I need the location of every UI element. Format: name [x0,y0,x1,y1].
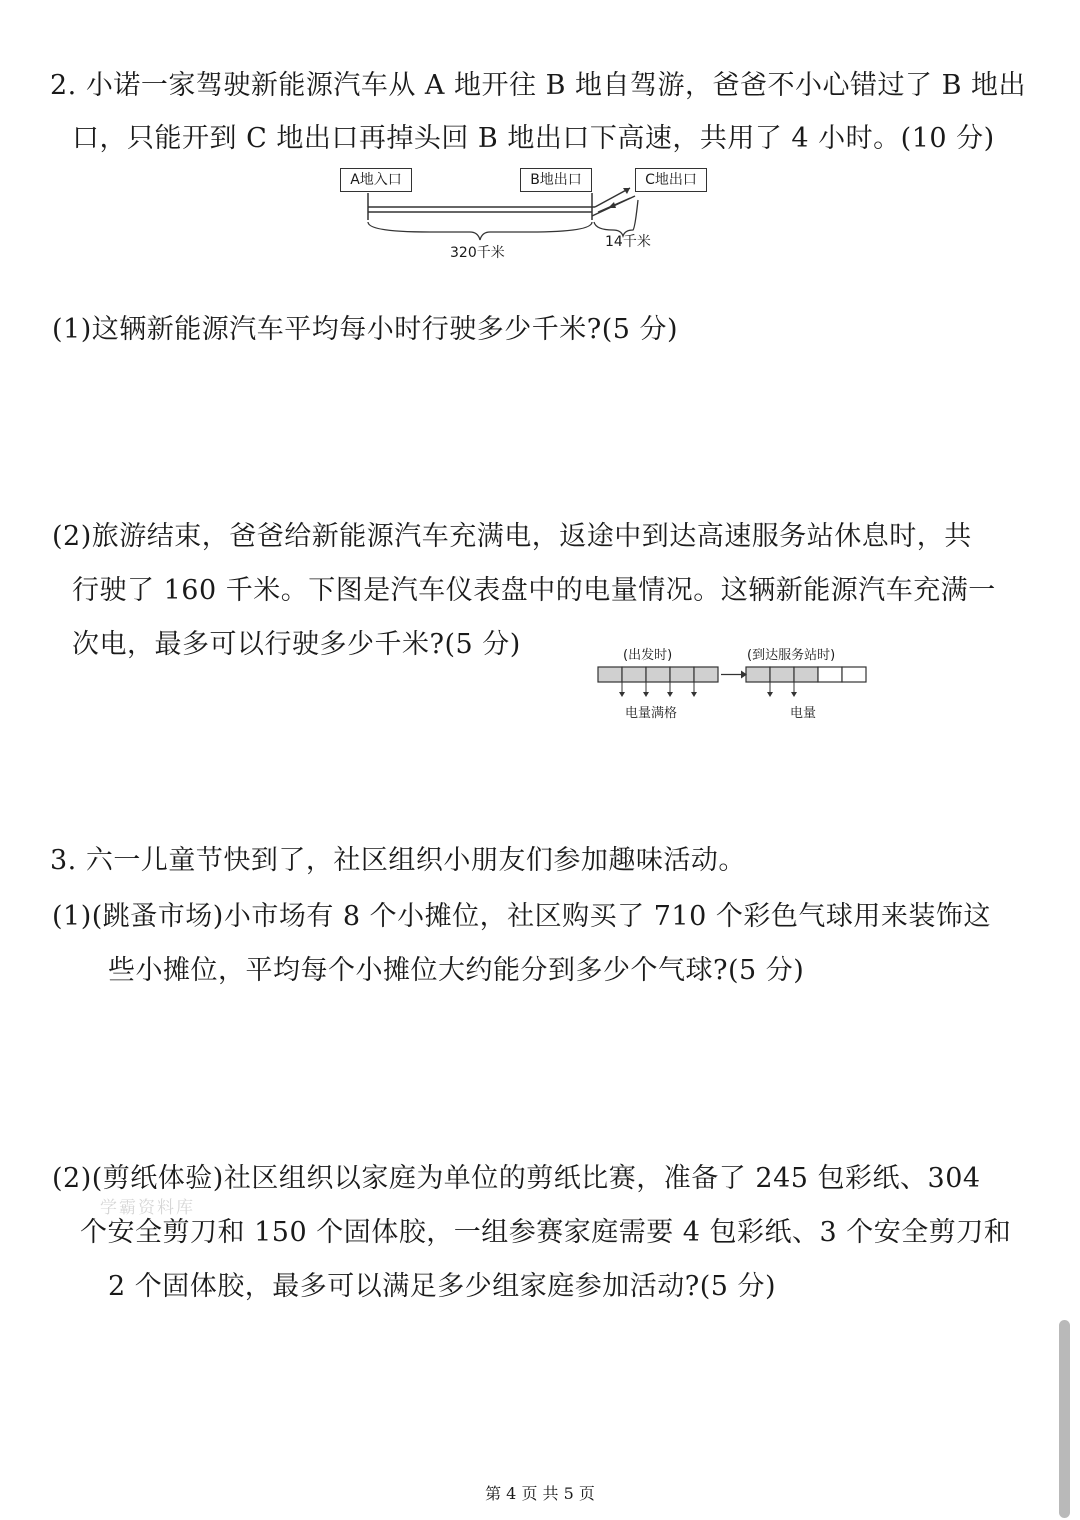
label-b-exit: B地出口 [520,168,592,192]
battery-end-tick-head [767,692,773,697]
battery-start-cell [622,667,646,682]
battery-end-label: (到达服务站时) [747,648,836,663]
battery-end-cell [794,667,818,682]
battery-diagram [595,640,875,725]
q3-sub2-line1: (2)(剪纸体验)社区组织以家庭为单位的剪纸比赛，准备了 245 包彩纸、304 [52,1163,981,1194]
battery-end-cell [818,667,842,682]
vertical-scrollbar[interactable] [1059,1320,1070,1518]
battery-start-tick-head [619,692,625,697]
q2-sub1: (1)这辆新能源汽车平均每小时行驶多少千米?(5 分) [52,314,679,345]
battery-end-caption: 电量 [790,706,817,721]
battery-start-tick-head [643,692,649,697]
battery-start-cell [646,667,670,682]
q3-sub2-line2: 个安全剪刀和 150 个固体胶，一组参赛家庭需要 4 包彩纸、3 个安全剪刀和 [80,1217,1012,1248]
q3-title: 3. 六一儿童节快到了，社区组织小朋友们参加趣味活动。 [50,845,746,876]
battery-start-cell [694,667,718,682]
q2-text-line2: 口，只能开到 C 地出口再掉头回 B 地出口下高速，共用了 4 小时。(10 分) [72,123,995,154]
q2-sub2-line2: 行驶了 160 千米。下图是汽车仪表盘中的电量情况。这辆新能源汽车充满一 [72,575,996,606]
battery-end-cell [842,667,866,682]
q2-sub2-line1: (2)旅游结束，爸爸给新能源汽车充满电，返途中到达高速服务站休息时，共 [52,521,972,552]
battery-end-cell [746,667,770,682]
q3-sub1-line1: (1)(跳蚤市场)小市场有 8 个小摊位，社区购买了 710 个彩色气球用来装饰这 [52,901,991,932]
route-lines [330,160,750,270]
q2-text-line1: 2. 小诺一家驾驶新能源汽车从 A 地开往 B 地自驾游，爸爸不小心错过了 B 地出 [50,70,1027,101]
route-diagram [330,160,750,270]
q2-sub2-line3: 次电，最多可以行驶多少千米?(5 分) [72,629,521,660]
distance-ab-label: 320千米 [450,245,505,261]
battery-start-label: (出发时) [623,648,673,663]
label-c-exit: C地出口 [635,168,707,192]
battery-start-tick-head [691,692,697,697]
page-footer: 第 4 页 共 5 页 [485,1484,595,1503]
watermark-text: 学霸资料库 [100,1198,195,1218]
battery-start-tick-head [667,692,673,697]
q3-sub2-line3: 2 个固体胶，最多可以满足多少组家庭参加活动?(5 分) [108,1271,777,1302]
label-a-entrance: A地入口 [340,168,412,192]
battery-end-tick-head [791,692,797,697]
q3-sub1-line2: 些小摊位，平均每个小摊位大约能分到多少个气球?(5 分) [108,955,805,986]
battery-end-cell [770,667,794,682]
battery-start-cell [670,667,694,682]
distance-bc-label: 14千米 [605,234,651,250]
battery-start-caption: 电量满格 [625,706,678,721]
battery-start-cell [598,667,622,682]
